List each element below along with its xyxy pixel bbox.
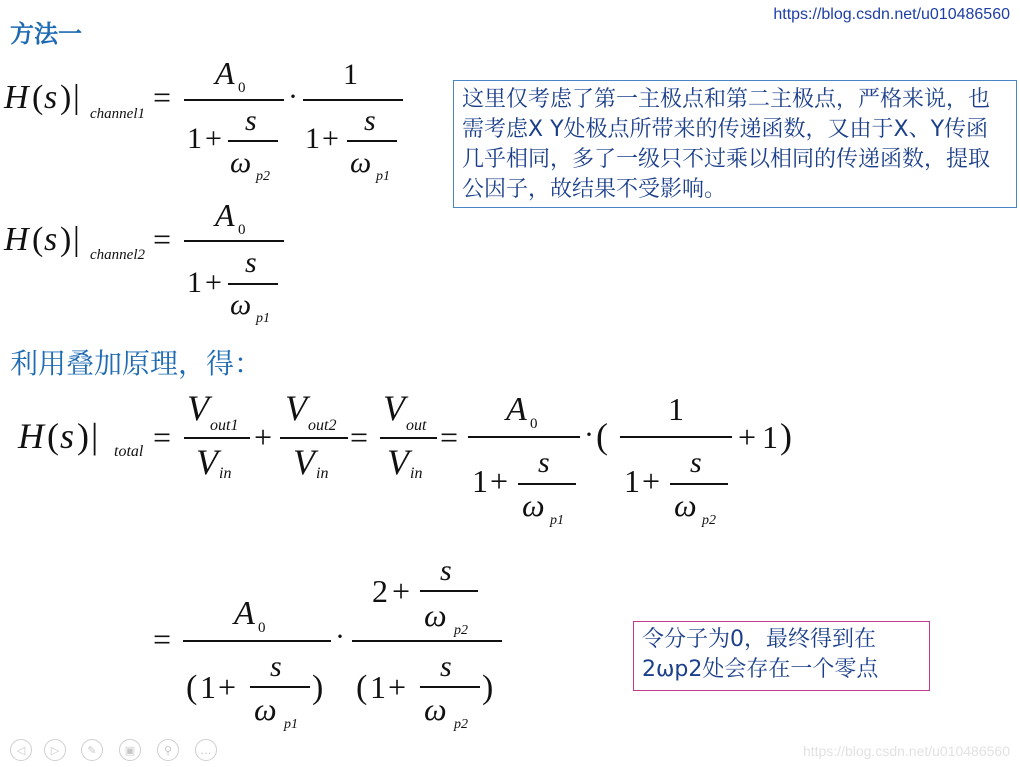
- svg-text:out: out: [406, 417, 427, 434]
- svg-text:+: +: [254, 419, 273, 455]
- svg-text:s: s: [245, 104, 257, 137]
- svg-text:ω: ω: [424, 597, 447, 633]
- svg-text:=: =: [440, 419, 459, 455]
- svg-text:+: +: [205, 266, 222, 299]
- svg-text:): ): [780, 416, 792, 456]
- svg-text:): ): [60, 79, 72, 116]
- svg-text:|: |: [73, 221, 80, 258]
- svg-text:A: A: [234, 595, 255, 632]
- svg-text:+: +: [392, 573, 411, 609]
- svg-text:1: 1: [187, 122, 202, 155]
- svg-text:(: (: [186, 669, 198, 706]
- svg-text:V: V: [387, 442, 409, 482]
- svg-text:1: 1: [762, 419, 778, 455]
- equation-final: [153, 554, 502, 732]
- svg-text:p2: p2: [256, 169, 270, 184]
- svg-text:A: A: [215, 197, 235, 233]
- svg-text:|: |: [73, 79, 80, 116]
- note-box-poles: 这里仅考虑了第一主极点和第二主极点，严格来说，也需考虑X Y处极点所带来的传递函数，又由于X、Y传函几乎相同，多了一级只不过乘以相同的传递函数，提取公因子，故结果不受影响。: [453, 80, 1017, 208]
- svg-text:): ): [77, 416, 89, 456]
- svg-text:ω: ω: [522, 487, 545, 523]
- svg-text:+: +: [322, 122, 339, 155]
- svg-text:1: 1: [200, 669, 216, 705]
- svg-text:·: ·: [335, 620, 345, 653]
- svg-text:s: s: [538, 446, 550, 479]
- equation-channel2: [3, 197, 284, 326]
- page-heading: 方法一: [10, 20, 82, 48]
- svg-text:0: 0: [258, 620, 266, 636]
- svg-text:ω: ω: [674, 487, 697, 523]
- svg-text:s: s: [690, 446, 702, 479]
- svg-text:+: +: [490, 463, 509, 499]
- svg-text:out1: out1: [210, 417, 239, 434]
- svg-text:p2: p2: [454, 717, 468, 732]
- svg-text:channel2: channel2: [90, 247, 145, 263]
- svg-text:total: total: [114, 443, 144, 460]
- svg-text:): ): [482, 669, 494, 706]
- svg-text:ω: ω: [254, 691, 277, 727]
- svg-text:ω: ω: [350, 146, 372, 179]
- svg-text:=: =: [153, 221, 172, 257]
- svg-text:): ): [312, 669, 324, 706]
- svg-text:V: V: [293, 442, 315, 482]
- slides-icon[interactable]: ▣: [119, 739, 141, 761]
- svg-text:0: 0: [238, 222, 246, 238]
- pen-icon[interactable]: ✎: [81, 739, 103, 761]
- svg-text:1: 1: [624, 463, 640, 499]
- svg-text:+: +: [218, 669, 237, 705]
- svg-text:+: +: [738, 419, 757, 455]
- svg-text:p2: p2: [702, 513, 716, 528]
- svg-text:1: 1: [187, 266, 202, 299]
- svg-text:0: 0: [530, 416, 538, 432]
- watermark-url-bottom: https://blog.csdn.net/u010486560: [802, 743, 1010, 759]
- svg-text:1: 1: [472, 463, 488, 499]
- svg-text:=: =: [153, 79, 172, 115]
- svg-text:H: H: [4, 221, 29, 258]
- svg-text:s: s: [245, 246, 257, 279]
- svg-text:s: s: [270, 650, 282, 683]
- note-box-zero: 令分子为0，最终得到在2ωp2处会存在一个零点: [633, 621, 930, 691]
- svg-text:): ): [60, 221, 72, 258]
- svg-text:=: =: [153, 419, 172, 455]
- zoom-icon[interactable]: ⚲: [157, 739, 179, 761]
- svg-text:+: +: [642, 463, 661, 499]
- svg-text:in: in: [316, 465, 329, 482]
- svg-text:s: s: [440, 554, 452, 587]
- svg-text:0: 0: [238, 80, 246, 96]
- svg-text:V: V: [196, 442, 218, 482]
- more-icon[interactable]: …: [195, 739, 217, 761]
- svg-text:V: V: [383, 388, 405, 428]
- svg-text:2: 2: [372, 573, 388, 609]
- svg-text:in: in: [219, 465, 232, 482]
- svg-text:out2: out2: [308, 417, 337, 434]
- svg-text:s: s: [364, 104, 376, 137]
- svg-text:in: in: [410, 465, 423, 482]
- svg-text:channel1: channel1: [90, 106, 145, 122]
- equation-channel1: [3, 55, 403, 184]
- svg-text:ω: ω: [424, 691, 447, 727]
- svg-text:s: s: [44, 79, 58, 116]
- svg-text:s: s: [60, 416, 75, 456]
- svg-text:H: H: [18, 416, 44, 456]
- svg-text:1: 1: [305, 122, 320, 155]
- equation-total: [17, 388, 792, 528]
- svg-text:=: =: [153, 621, 172, 657]
- svg-text:(: (: [32, 79, 44, 116]
- svg-text:s: s: [440, 650, 452, 683]
- svg-text:=: =: [350, 419, 369, 455]
- svg-text:|: |: [91, 416, 99, 456]
- svg-text:1: 1: [668, 391, 684, 427]
- svg-text:·: ·: [288, 80, 298, 113]
- svg-text:1: 1: [370, 669, 386, 705]
- svg-text:(: (: [32, 221, 44, 258]
- svg-text:ω: ω: [230, 288, 252, 321]
- svg-text:(: (: [47, 416, 59, 456]
- svg-text:A: A: [506, 391, 527, 428]
- svg-text:1: 1: [343, 58, 358, 91]
- svg-text:(: (: [356, 669, 368, 706]
- svg-text:s: s: [44, 221, 58, 258]
- svg-text:p1: p1: [376, 169, 390, 184]
- svg-text:p1: p1: [256, 311, 270, 326]
- prev-icon[interactable]: ◁: [10, 739, 32, 761]
- svg-text:V: V: [187, 388, 209, 428]
- svg-text:H: H: [4, 79, 29, 116]
- svg-text:p1: p1: [550, 513, 564, 528]
- svg-text:·: ·: [584, 418, 594, 451]
- next-icon[interactable]: ▷: [44, 739, 66, 761]
- svg-text:+: +: [205, 122, 222, 155]
- watermark-url-top: https://blog.csdn.net/u010486560: [773, 6, 1010, 23]
- svg-text:+: +: [388, 669, 407, 705]
- svg-text:(: (: [596, 416, 608, 456]
- section-heading-superposition: 利用叠加原理，得：: [10, 347, 263, 380]
- svg-text:p1: p1: [284, 717, 298, 732]
- svg-text:p2: p2: [454, 623, 468, 638]
- svg-text:ω: ω: [230, 146, 252, 179]
- svg-text:V: V: [285, 388, 307, 428]
- svg-text:A: A: [215, 55, 235, 91]
